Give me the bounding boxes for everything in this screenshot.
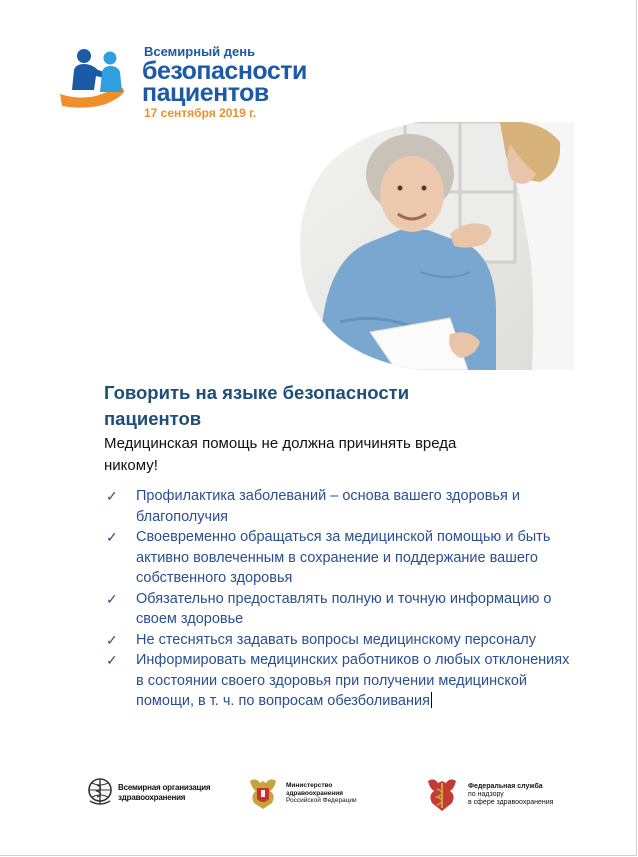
page-subtitle: Медицинская помощь не должна причинять вреда никому! — [104, 435, 457, 474]
list-item — [104, 486, 574, 527]
logo-date: 17 сентября 2019 г. — [144, 106, 257, 120]
roszdravnadzor-logo — [424, 773, 564, 817]
list-item-text: Профилактика заболеваний – основа вашего здоровья и благополучия — [136, 488, 520, 525]
footer-logos — [0, 773, 636, 823]
check-icon: ✓ — [106, 529, 118, 545]
check-icon: ✓ — [106, 590, 118, 607]
list-item — [104, 650, 574, 712]
who-name-line-1: Всемирная организация — [118, 783, 211, 792]
check-icon: ✓ — [106, 652, 118, 668]
patient-safety-people-icon — [58, 44, 138, 114]
patient-safety-day-logo — [58, 44, 328, 124]
minzdrav-name-line-1: Министерство — [286, 782, 333, 789]
list-item-text: Своевременно обращаться за медицинской помощью и быть активно вовлеченным в сохранение и поддержание вашего собственного здоровья — [136, 529, 551, 586]
who-logo — [86, 773, 226, 817]
logo-line-3: пациентов — [142, 79, 269, 107]
rzn-name-line-1: Федеральная служба — [468, 783, 543, 790]
check-icon: ✓ — [106, 631, 118, 648]
caduceus-eagle-icon — [424, 775, 460, 813]
who-name-line-2: здравоохранения — [118, 793, 186, 802]
rzn-name-line-3: в сфере здравоохранения — [468, 799, 554, 806]
list-item-text: Не стесняться задавать вопросы медицинскому персоналу — [136, 631, 536, 648]
list-item-text: Обязательно предоставлять полную и точную информацию о своем здоровье — [136, 590, 552, 627]
patient-nurse-photo — [300, 122, 574, 370]
rzn-name-line-2: по надзору — [468, 791, 504, 798]
logo-line-1: Всемирный день — [144, 44, 256, 59]
list-item — [104, 630, 574, 651]
list-item-text: Информировать медицинских работников о любых отклонениях в состоянии своего здоровья при получении медицинской помощи, в т. ч. по вопросам обезболивания — [136, 652, 570, 709]
minzdrav-name-line-3: Российской Федерации — [286, 797, 357, 804]
list-item — [104, 527, 574, 589]
double-headed-eagle-icon — [246, 775, 280, 811]
text-cursor — [431, 692, 432, 708]
advice-list — [104, 486, 574, 712]
minzdrav-name-line-2: здравоохранения — [286, 789, 344, 797]
check-icon: ✓ — [106, 488, 118, 504]
who-emblem-icon — [86, 777, 114, 807]
list-item — [104, 589, 574, 630]
logo-line-2: безопасности — [142, 57, 307, 85]
minzdrav-logo — [246, 773, 386, 817]
page-title: Говорить на языке безопасности пациентов — [104, 382, 410, 429]
